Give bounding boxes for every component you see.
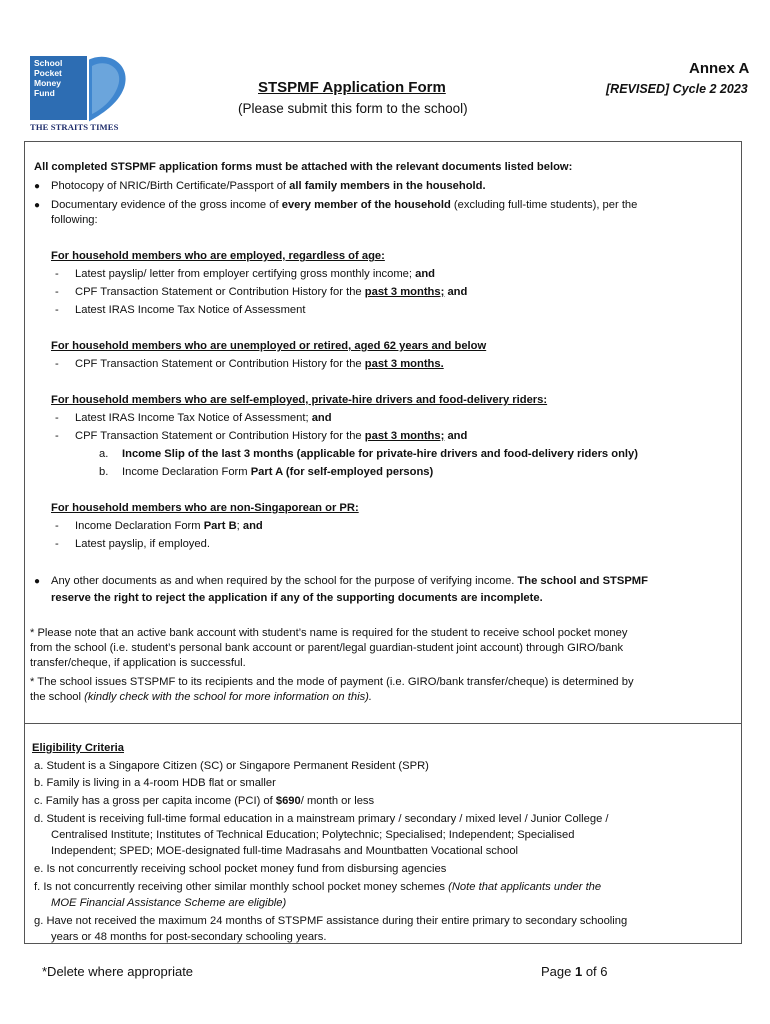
eligibility-f-line1: f. Is not concurrently receiving other similar monthly school pocket money schemes (Note that applicants under the [34,881,602,893]
employed-item-3: Latest IRAS Income Tax Notice of Assessment [75,304,306,316]
nonsg-item-2: Latest payslip, if employed. [75,538,210,550]
sub-marker-b: b. [99,466,109,478]
box-divider [24,723,742,724]
dash: - [55,286,59,298]
eligibility-g-line1: g. Have not received the maximum 24 months of STSPMF assistance during their entire primary to secondary schooling [34,915,628,927]
footer-note: *Delete where appropriate [42,964,194,979]
self-employed-sub-a: Income Slip of the last 3 months (applicable for private-hire drivers and food-delivery riders only) [122,448,638,460]
eligibility-b: b. Family is living in a 4-room HDB flat or smaller [34,777,276,789]
logo-caption: THE STRAITS TIMES [30,122,119,132]
dash: - [55,268,59,280]
employed-item-2: CPF Transaction Statement or Contribution History for the past 3 months; and [75,286,468,298]
dash: - [55,358,59,370]
self-employed-item-1: Latest IRAS Income Tax Notice of Assessment; and [75,412,332,424]
eligibility-g-line2: years or 48 months for post-secondary schooling years. [51,931,327,943]
dash: - [55,430,59,442]
heading-unemployed: For household members who are unemployed or retired, aged 62 years and below [51,340,487,352]
documents-intro: All completed STSPMF application forms must be attached with the relevant documents listed below: [34,161,573,173]
dash: - [55,304,59,316]
page-title: STSPMF Application Form [258,79,446,96]
heading-eligibility: Eligibility Criteria [32,742,125,754]
stspmf-logo [30,56,130,132]
dash: - [55,520,59,532]
bullet-dot: ● [34,200,41,211]
bullet-income-evidence: Documentary evidence of the gross income of every member of the household (excluding full-time students), per the [51,199,638,211]
eligibility-e: e. Is not concurrently receiving school pocket money fund from disbursing agencies [34,863,447,875]
bullet-other-docs: Any other documents as and when required by the school for the purpose of verifying income. The school and STSPMF [51,575,648,587]
bullet-income-evidence-line2: following: [51,214,98,226]
page-subtitle: (Please submit this form to the school) [238,101,468,116]
employed-item-1: Latest payslip/ letter from employer certifying gross monthly income; and [75,268,436,280]
self-employed-sub-b: Income Declaration Form Part A (for self-employed persons) [122,466,434,478]
heading-employed: For household members who are employed, regardless of age: [51,250,385,262]
bullet-dot: ● [34,181,41,192]
page-number: Page 1 of 6 [541,964,608,979]
sub-marker-a: a. [99,448,109,460]
eligibility-d-line3: Independent; SPED; MOE-designated full-time Madrasahs and Mountbatten Vocational school [51,845,519,857]
note-payment-line1: * The school issues STSPMF to its recipients and the mode of payment (i.e. GIRO/bank transfer/cheque) is determined by [30,676,634,688]
eligibility-f-line2: MOE Financial Assistance Scheme are eligible) [51,897,287,909]
heading-self-employed: For household members who are self-employed, private-hire drivers and food-delivery riders: [51,394,548,406]
note-bank-line3: transfer/cheque, if application is successful. [30,657,246,669]
dash: - [55,538,59,550]
logo-text: School Pocket Money Fund [34,58,63,98]
nonsg-item-1: Income Declaration Form Part B; and [75,520,263,532]
note-bank-line1: * Please note that an active bank account with student’s name is required for the student to receive school pocket money [30,627,628,639]
self-employed-item-2: CPF Transaction Statement or Contribution History for the past 3 months; and [75,430,468,442]
eligibility-d-line1: d. Student is receiving full-time formal education in a mainstream primary / secondary / mixed level / Junior College / [34,813,609,825]
annex-label: Annex A [689,60,750,77]
note-bank-line2: from the school (i.e. student’s personal bank account or parent/legal guardian-student joint account) through GIRO/bank [30,642,624,654]
eligibility-d-line2: Centralised Institute; Institutes of Technical Education; Polytechnic; Specialised; Independent; Specialised [51,829,575,841]
eligibility-a: a. Student is a Singapore Citizen (SC) or Singapore Permanent Resident (SPR) [34,760,429,772]
bullet-dot: ● [34,576,41,587]
revised-label: [REVISED] Cycle 2 2023 [606,82,748,96]
heading-non-singaporean: For household members who are non-Singaporean or PR: [51,502,359,514]
dash: - [55,412,59,424]
eligibility-c: c. Family has a gross per capita income (PCI) of $690/ month or less [34,795,375,807]
bullet-photocopy: Photocopy of NRIC/Birth Certificate/Passport of all family members in the household. [51,180,486,192]
unemployed-item-1: CPF Transaction Statement or Contribution History for the past 3 months. [75,358,444,370]
note-payment-line2: the school (kindly check with the school for more information on this). [30,691,372,703]
bullet-other-docs-line2: reserve the right to reject the application if any of the supporting documents are incomplete. [51,592,543,604]
